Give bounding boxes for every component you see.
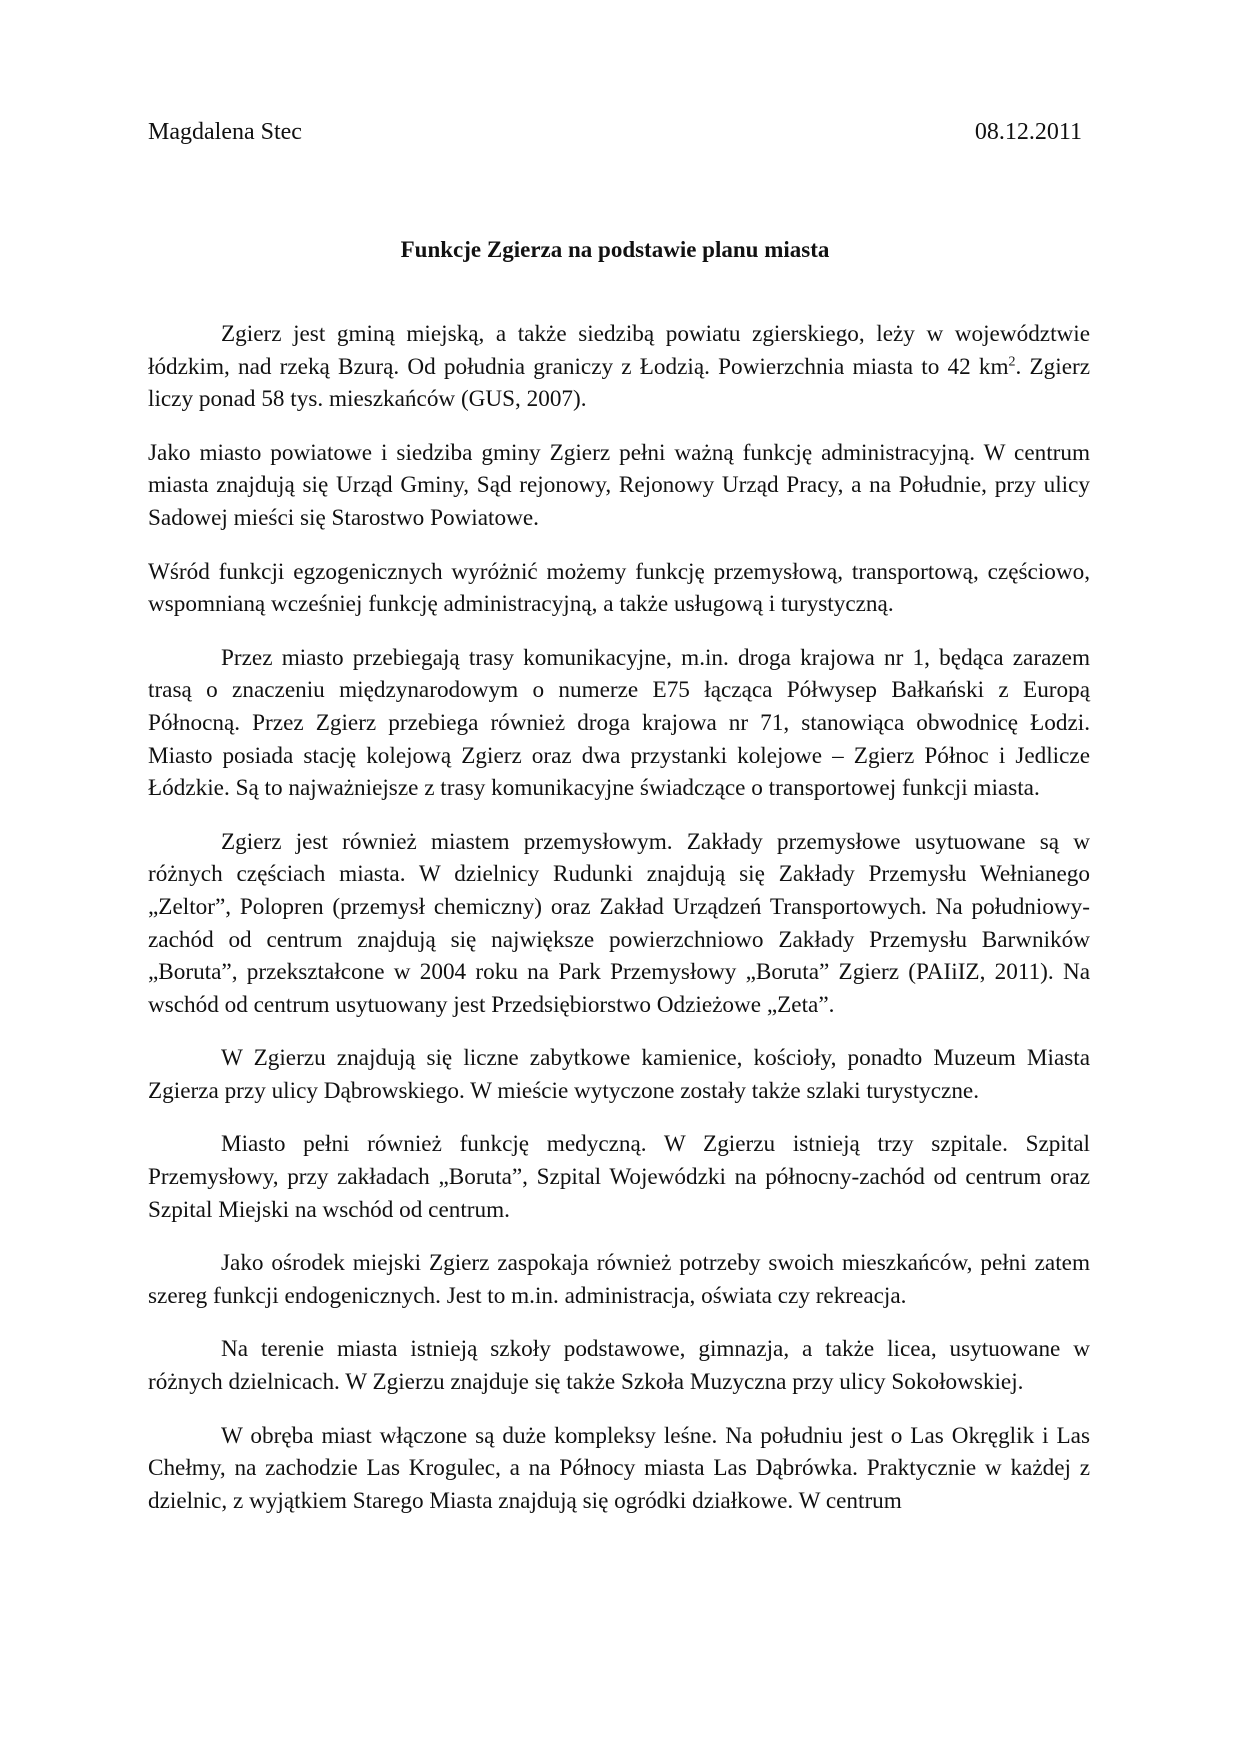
paragraph-4: Przez miasto przebiegają trasy komunikacyjne, m.in. droga krajowa nr 1, będąca zarazem trasą o znaczeniu międzynarodowym o numerze E75 łącząca Półwysep Bałkański z Europą Północną. Przez Zgierz przebiega również droga krajowa nr 71, stanowiąca obwodnicę Łodzi. Miasto posiada stację kolejową Zgierz oraz dwa przystanki kolejowe – Zgierz Północ i Jedlicze Łódzkie. Są to najważniejsze z trasy komunikacyjne świadczące o transportowej funkcji miasta. [148, 644, 1090, 802]
paragraph-2: Jako miasto powiatowe i siedziba gminy Zgierz pełni ważną funkcję administracyjną. W centrum miasta znajdują się Urząd Gminy, Sąd rejonowy, Rejonowy Urząd Pracy, a na Południe, przy ulicy Sadowej mieści się Starostwo Powiatowe. [148, 439, 1090, 531]
paragraph-5: Zgierz jest również miastem przemysłowym. Zakłady przemysłowe usytuowane są w różnych częściach miasta. W dzielnicy Rudunki znajdują się Zakłady Przemysłu Wełnianego „Zeltor”, Polopren (przemysł chemiczny) oraz Zakład Urządzeń Transportowych. Na południowy-zachód od centrum znajdują się największe powierzchniowo Zakłady Przemysłu Barwników „Boruta”, przekształcone w 2004 roku na Park Przemysłowy „Boruta” Zgierz (PAIiIZ, 2011). Na wschód od centrum usytuowany jest Przedsiębiorstwo Odzieżowe „Zeta”. [148, 828, 1090, 1018]
paragraph-10: W obręba miast włączone są duże kompleksy leśne. Na południu jest o Las Okręglik i Las Chełmy, na zachodzie Las Krogulec, a na Północy miasta Las Dąbrówka. Praktycznie w każdej z dzielnic, z wyjątkiem Starego Miasta znajdują się ogródki działkowe. W centrum [148, 1422, 1090, 1514]
paragraph-1-text: Zgierz jest gminą miejską, a także siedzibą powiatu zgierskiego, leży w województwie łódzkim, nad rzeką Bzurą. Od południa graniczy z Łodzią. Powierzchnia miasta to 42 km [148, 321, 1090, 380]
paragraph-7: Miasto pełni również funkcję medyczną. W Zgierzu istnieją trzy szpitale. Szpital Przemysłowy, przy zakładach „Boruta”, Szpital Wojewódzki na północny-zachód od centrum oraz Szpital Miejski na wschód od centrum. [148, 1131, 1090, 1223]
author-name: Magdalena Stec [148, 119, 302, 145]
paragraph-1 [148, 318, 1090, 416]
document-date: 08.12.2011 [974, 119, 1082, 145]
paragraph-3: Wśród funkcji egzogenicznych wyróżnić możemy funkcję przemysłową, transportową, częściowo, wspomnianą wcześniej funkcję administracyjną, a także usługową i turystyczną. [148, 558, 1090, 618]
paragraph-8: Jako ośrodek miejski Zgierz zaspokaja również potrzeby swoich mieszkańców, pełni zatem szereg funkcji endogenicznych. Jest to m.in. administracja, oświata czy rekreacja. [148, 1250, 1090, 1309]
document-header [148, 116, 1082, 148]
document-title: Funkcje Zgierza na podstawie planu miasta [400, 237, 830, 262]
paragraph-6: W Zgierzu znajdują się liczne zabytkowe kamienice, kościoły, ponadto Muzeum Miasta Zgierza przy ulicy Dąbrowskiego. W mieście wytyczone zostały także szlaki turystyczne. [148, 1045, 1090, 1104]
paragraph-1-text-end: . Zgierz liczy ponad 58 tys. mieszkańców (GUS, 2007). [148, 353, 1090, 413]
superscript: 2 [1008, 353, 1016, 369]
document-body [148, 318, 1090, 1538]
paragraph-9: Na terenie miasta istnieją szkoły podstawowe, gimnazja, a także licea, usytuowane w różnych dzielnicach. W Zgierzu znajduje się także Szkoła Muzyczna przy ulicy Sokołowskiej. [148, 1336, 1090, 1396]
